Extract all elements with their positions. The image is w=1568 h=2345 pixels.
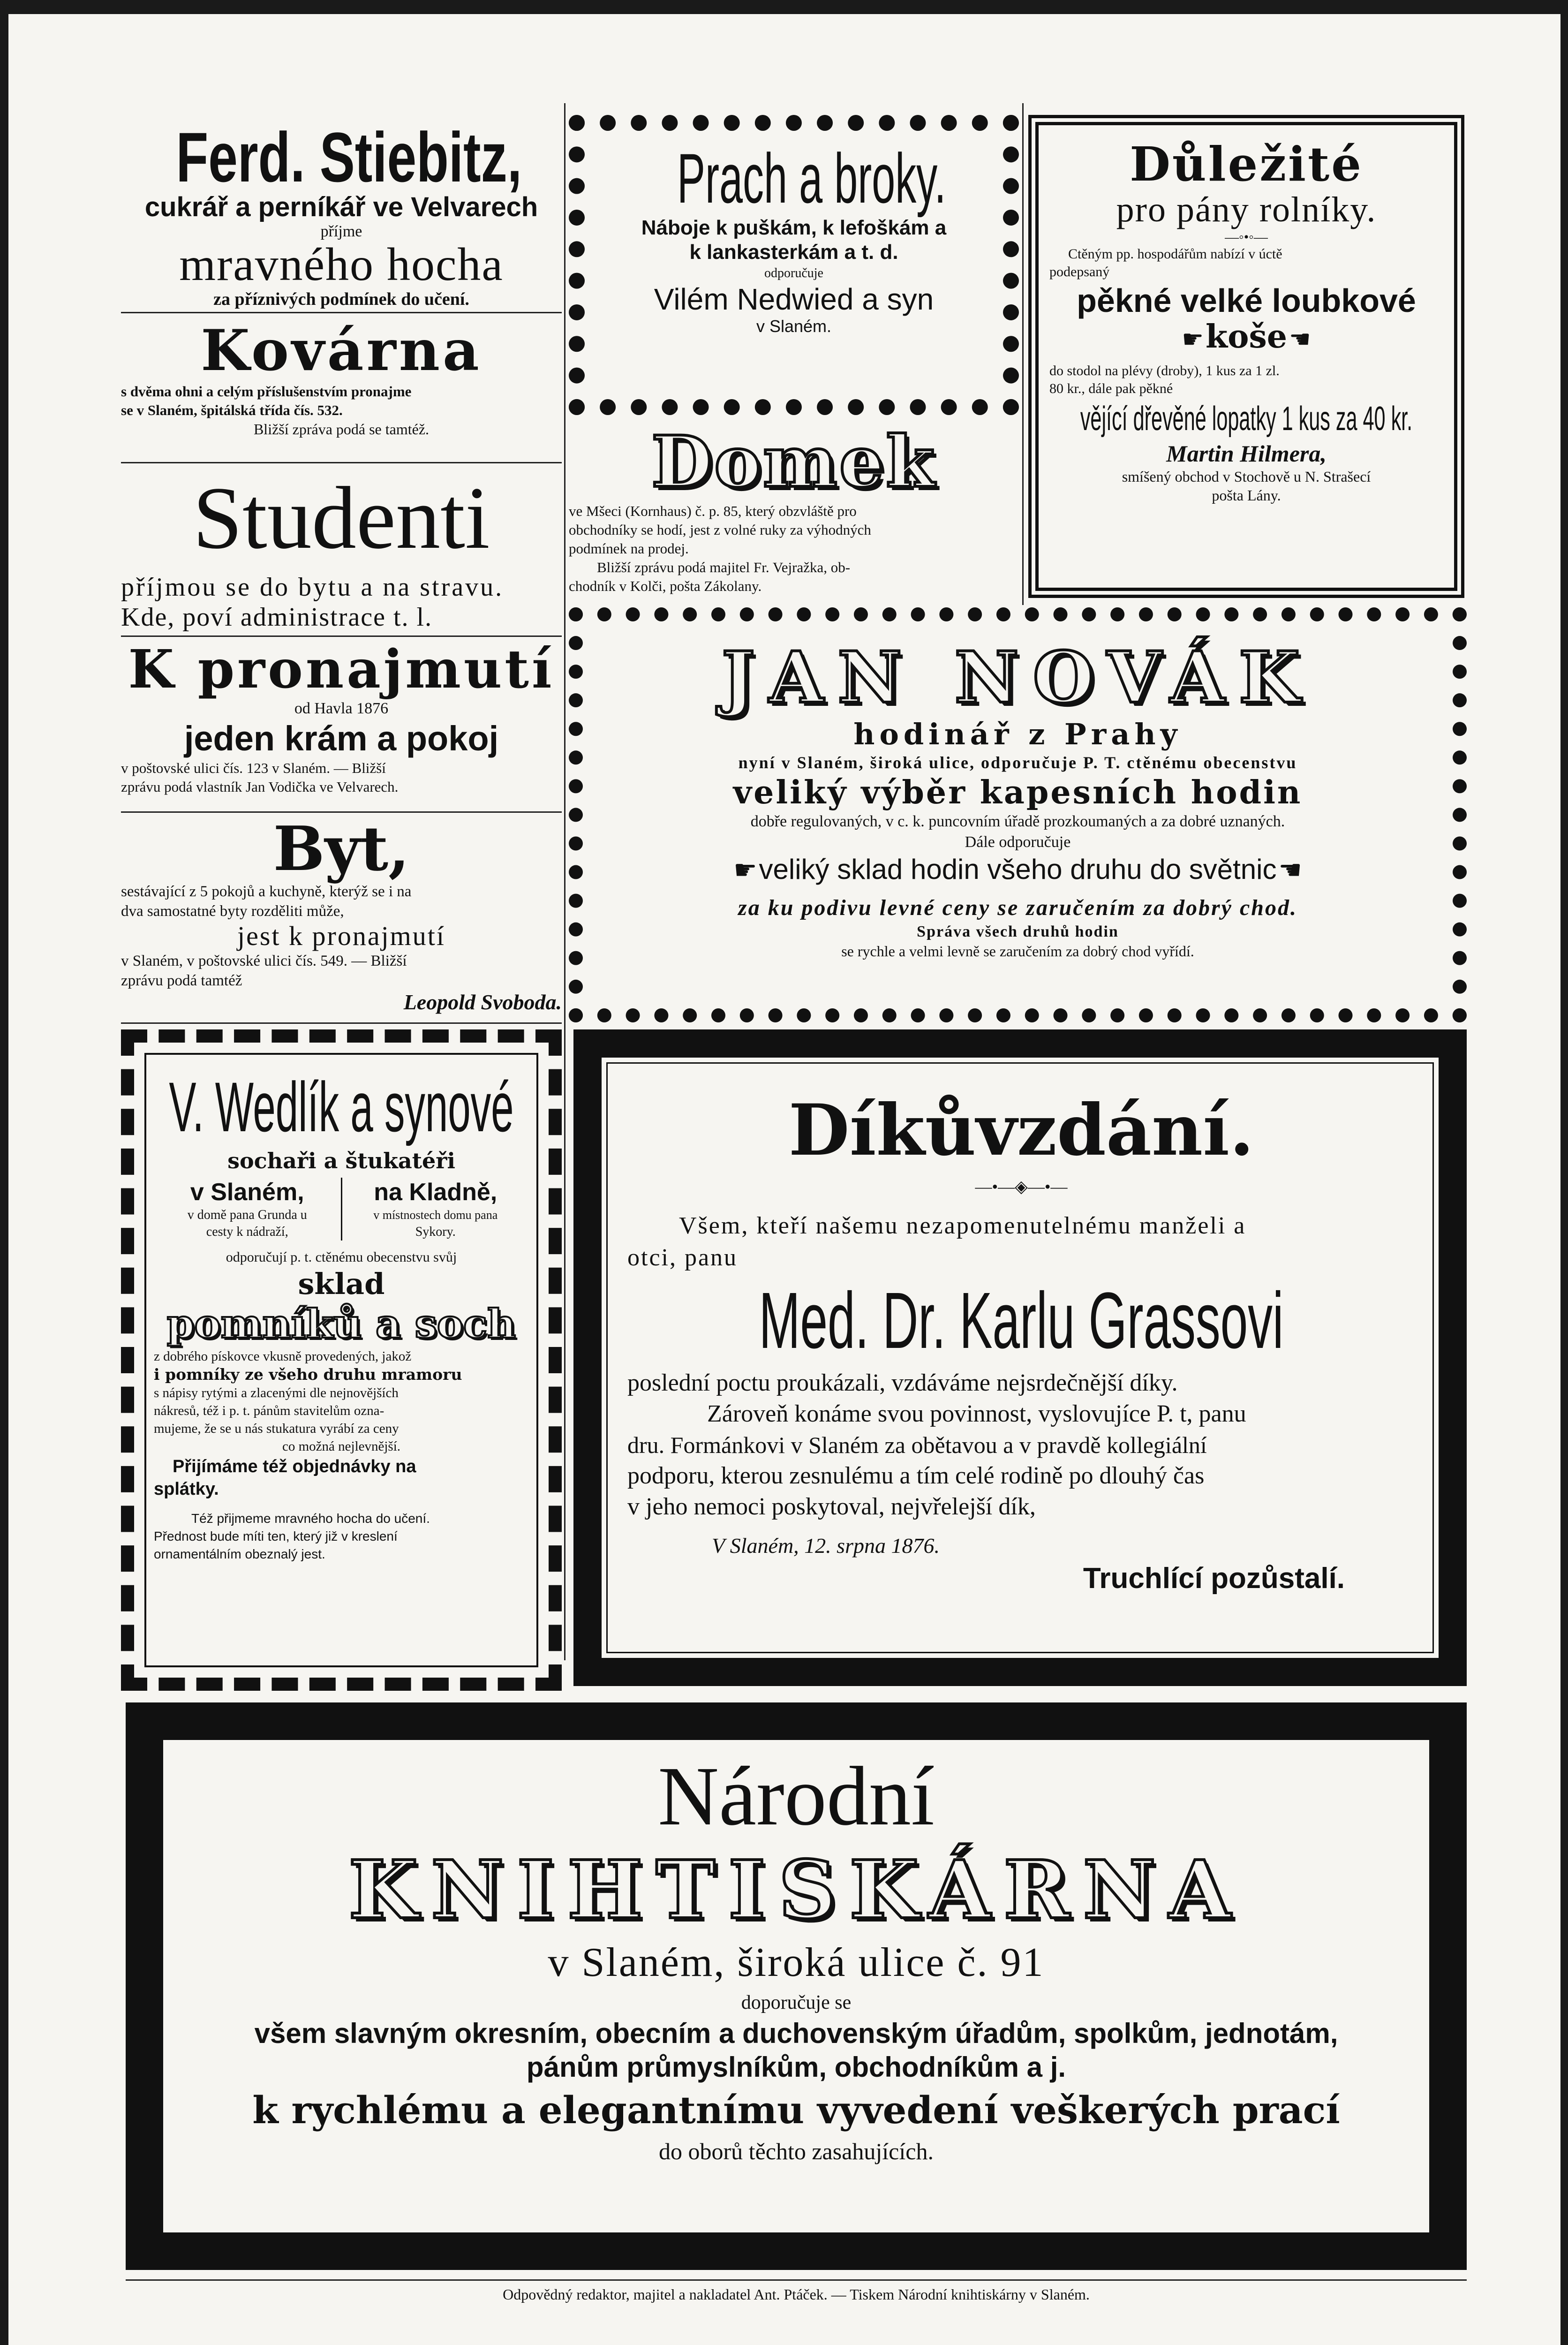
newspaper-page [8,14,1560,2345]
knihtiskarna-line-top: Národní [658,1749,935,1843]
pronajmuti-line1: v poštovské ulici čís. 123 v Slaném. — Bližší [121,760,386,776]
wedlik-line4: nákresů, též i p. t. pánům stavitelům ozna- [154,1403,384,1418]
dulezite-line2: podepsaný [1049,264,1110,280]
divider [121,635,562,637]
dulezite-ornament: —◦•◦— [1225,229,1268,245]
wedlik-line6: co možná nejlevnější. [282,1439,401,1454]
novak-line8: se rychle a velmi levně se zaručením za dobrý chod vyřídí. [841,943,1194,960]
dikuvzdani-line7: v jeho nemoci poskytoval, nejvřelejší dík, [627,1493,1036,1520]
dikuvzdani-line2: otci, panu [627,1244,738,1271]
wedlik-line3: s nápisy rytými a zlacenými dle nejnovějších [154,1385,399,1400]
footer-text: Odpovědný redaktor, majitel a nakladatel Ant. Ptáček. — Tiskem Národní knihtiskárny v Slaném. [503,2286,1090,2303]
ad-wedlik [154,1067,529,1563]
wedlik-col1-text1: v domě pana Grunda u [187,1208,307,1222]
wedlik-col1-title: v Slaném, [190,1179,304,1206]
stiebitz-object: mravného hocha [179,238,504,290]
dikuvzdani-line4: Zároveň konáme svou povinnost, vyslovujíce P. t, panu [707,1400,1246,1427]
column-divider [564,103,565,1660]
dikuvzdani-line1: Všem, kteří našemu nezapomenutelnému manželi a [679,1212,1246,1239]
domek-line2: obchodníky se hodí, jest z volné ruky za výhodných [569,522,871,538]
prach-merchant: Vilém Nedwied a syn [654,282,934,316]
wedlik-col2-text2: Sykory. [415,1225,456,1239]
kovarna-line3: Bližší zpráva podá se tamtéž. [253,421,430,438]
ad-kovarna [121,319,562,439]
ad-prach [599,141,988,337]
novak-line5-row [604,853,1432,894]
knihtiskarna-line4: do oborů těchto zasahujících. [659,2138,934,2164]
novak-trade: hodinář z Prahy [853,717,1182,751]
stiebitz-verb: příjme [320,223,362,240]
dulezite-line5: smíšený obchod v Stochově u N. Strašecí [1122,468,1371,485]
novak-name: JAN NOVÁK [721,636,1314,719]
studenti-line2: Kde, poví administrace t. l. [121,603,433,632]
stiebitz-terms: za příznivých podmínek do učení. [213,289,469,309]
footer-divider [126,2279,1467,2281]
knihtiskarna-recommends: doporučuje se [741,1992,852,2013]
byt-line4: v Slaném, v poštovské ulici čís. 549. — Bližší [121,953,407,969]
footer [126,2284,1467,2305]
domek-line3: podmínek na prodej. [569,540,689,557]
byt-line1: sestávající z 5 pokojů a kuchyně, kterýž se i na [121,883,412,900]
wedlik-trade: sochaři a štukatéři [227,1148,455,1173]
pointing-hand-left-icon: ☚ [1289,326,1311,353]
ad-pronajmuti [121,640,562,796]
dulezite-item2-row [1049,320,1443,362]
dikuvzdani-line5: dru. Formánkovi v Slaném za obětavou a v pravdě kollegiální [627,1432,1207,1458]
dulezite-line4: 80 kr., dále pak pěkné [1049,381,1173,396]
byt-line3: jest k pronajmutí [237,921,446,951]
dikuvzdani-title: Díkůvzdání. [788,1089,1254,1172]
wedlik-col2 [342,1178,529,1241]
knihtiskarna-address: v Slaném, široká ulice č. 91 [548,1940,1045,1985]
wedlik-line11: ornamentálním obeznalý jest. [154,1547,325,1561]
pronajmuti-date: od Havla 1876 [294,700,389,717]
novak-line7: Správa všech druhů hodin [917,923,1119,940]
kovarna-line2: se v Slaném, špitálská třída čís. 532. [121,402,343,418]
divider [121,462,562,463]
pointing-hand-right-icon: ☛ [733,856,757,885]
wedlik-name: V. Wedlík a synové [169,1067,514,1146]
ad-stiebitz [121,118,562,310]
pronajmuti-title: K pronajmutí [128,639,555,700]
novak-line4: Dále odporučuje [965,833,1071,851]
wedlik-line9: Též přijmeme mravného hocha do učení. [191,1511,430,1526]
kovarna-line1: s dvěma ohni a celým příslušenstvím pronajme [121,383,412,400]
ad-dikuvzdani [627,1088,1415,1597]
dulezite-item: pěkné velké loubkové [1077,282,1416,319]
dikuvzdani-ornament: —•—◈—•— [975,1177,1068,1196]
ad-studenti [121,464,562,632]
prach-line2: k lankasterkám a t. d. [689,241,898,264]
byt-title: Byt, [273,813,410,885]
pronajmuti-offer: jeden krám a pokoj [184,719,499,758]
dulezite-item3: vějící dřevěné lopatky 1 kus za 40 kr. [1080,400,1413,438]
ad-knihtiskarna [168,1749,1425,2167]
novak-line5: veliký sklad hodin všeho druhu do světnic [759,854,1277,885]
wedlik-line5: mujeme, že se u nás stukatura vyrábí za ceny [154,1421,399,1436]
dulezite-line1: Ctěným pp. hospodářům nabízí v úctě [1068,246,1282,262]
divider [121,312,562,313]
wedlik-recommends: odporučují p. t. ctěnému obecenstvu svůj [226,1249,457,1265]
wedlik-col2-text1: v místnostech domu pana [373,1208,498,1222]
prach-line1: Náboje k puškám, k lefoškám a [641,216,947,239]
ad-novak [604,638,1432,961]
dulezite-title: Důležité [1130,136,1363,192]
domek-title: Domek [651,421,937,503]
dikuvzdani-dateline: V Slaném, 12. srpna 1876. [712,1534,940,1558]
prach-place: v Slaném. [756,317,832,336]
wedlik-col1-text2: cesty k nádraží, [206,1225,288,1239]
novak-line1: nyní v Slaném, široká ulice, odporučuje P. T. ctěnému obecenstvu [738,753,1297,772]
novak-line3: dobře regulovaných, v c. k. puncovním úřadě prozkoumaných a za dobré uznaných. [750,813,1285,830]
knihtiskarna-title: KNIHTISKÁRNA [348,1843,1244,1937]
dikuvzdani-signature: Truchlící pozůstalí. [1083,1562,1345,1595]
domek-line1: ve Mšeci (Kornhaus) č. p. 85, který obzvláště pro [569,503,857,519]
domek-line5: chodník v Kolči, pošta Zákolany. [569,578,762,594]
dulezite-line6: pošta Lány. [1212,487,1281,504]
pointing-hand-right-icon: ☛ [1182,326,1204,353]
studenti-title: Studenti [193,469,490,567]
wedlik-columns [154,1178,529,1241]
wedlik-line2: i pomníky ze všeho druhu mramoru [154,1365,462,1384]
prach-title: Prach a broky. [677,139,946,218]
divider [121,1022,562,1024]
dulezite-signature: Martin Hilmera, [1166,440,1327,467]
dikuvzdani-line3: poslední poctu proukázali, vzdáváme nejsrdečnější díky. [627,1369,1178,1396]
wedlik-col1 [154,1178,342,1241]
dulezite-subtitle: pro pány rolníky. [1116,190,1377,229]
dikuvzdani-line6: podporu, kterou zesnulému a tím celé rodině po dlouhý čas [627,1462,1205,1489]
novak-line6: za ku podivu levné ceny se zaručením za dobrý chod. [738,895,1297,920]
byt-line5: zprávu podá tamtéž [121,972,242,989]
pointing-hand-left-icon: ☚ [1278,856,1302,885]
ad-byt [121,813,562,1014]
wedlik-line10: Přednost bude míti ten, který již v kreslení [154,1529,398,1543]
pronajmuti-line2: zprávu podá vlastník Jan Vodička ve Velvarech. [121,779,399,795]
prach-recommends: odporučuje [764,266,823,280]
wedlik-line8: splátky. [154,1479,219,1499]
wedlik-col2-title: na Kladně, [374,1179,498,1206]
knihtiskarna-line2: pánům průmyslníkům, obchodníkům a j. [526,2051,1066,2083]
knihtiskarna-line1: všem slavným okresním, obecním a duchovenským úřadům, spolkům, jednotám, [254,2018,1338,2049]
knihtiskarna-line3: k rychlému a elegantnímu vyvedení veškerých prací [252,2088,1340,2132]
wedlik-item2: pomníků a soch [166,1301,516,1347]
ad-domek [569,422,1019,596]
byt-line2: dva samostatné byty rozděliti může, [121,903,344,920]
kovarna-title: Kovárna [201,318,482,384]
wedlik-line1: z dobrého pískovce vkusně provedených, jakož [154,1349,412,1364]
stiebitz-trade: cukrář a perníkář ve Velvarech [144,192,538,222]
wedlik-line7: Přijímáme též objednávky na [173,1457,416,1476]
ad-dulezite [1049,138,1443,505]
studenti-line1: příjmou se do bytu a na stravu. [121,573,504,602]
column-divider [1022,103,1024,605]
stiebitz-name: Ferd. Stiebitz, [176,118,522,197]
dikuvzdani-name: Med. Dr. Karlu Grassovi [759,1276,1284,1365]
dulezite-line3: do stodol na plévy (droby), 1 kus za 1 zl. [1049,363,1280,378]
wedlik-item1: sklad [298,1267,385,1301]
dulezite-item2: koše [1205,318,1288,356]
byt-signature: Leopold Svoboda. [403,990,562,1014]
novak-line2: veliký výběr kapesních hodin [733,774,1303,811]
domek-line4: Bližší zprávu podá majitel Fr. Vejražka, ob- [597,559,851,575]
